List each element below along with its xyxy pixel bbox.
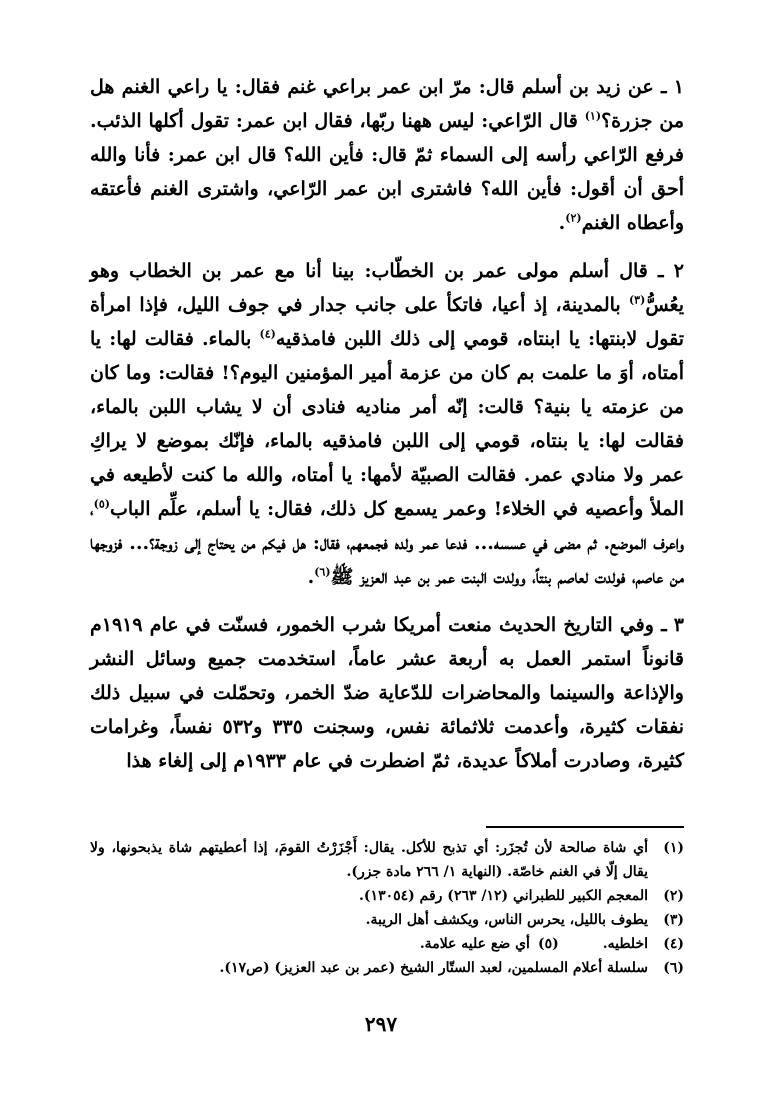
footnote-ref-2: (٢): [565, 211, 582, 225]
footnote-4-number: (٤): [663, 936, 684, 952]
footnote-ref-3: (٣): [628, 293, 646, 307]
paragraph-3: ٣ ـ وفي التاريخ الحديث منعت أمريكا شرب الخمور، فسنّت في عام ١٩١٩م قانوناً استمر العمل به أربعة عشر عاماً، استخدمت جميع وسائل النشر والإذاعة والسينما والمحاضرات للدّعاية ضدّ الخمر، وتحمّلت في سبيل ذلك نفقات كثيرة، وأعدمت ثلاثمائة نفس، وسجنت ٣٣٥ و٥٣٢ نفساً، وغرامات كثيرة، وصادرت أملاكاً عديدة، ثمّ اضطرت في عام ١٩٣٣م إلى إلغاء هذا: [90, 614, 684, 772]
footnote-6: [90, 956, 684, 980]
footnote-1-number: (١): [663, 840, 684, 856]
footnote-ref-1: (١): [584, 109, 602, 123]
paragraph-1-text-a: ١ ـ عن زيد بن أسلم قال: مرّ ابن عمر براعي غنم فقال: يا راعي الغنم هل من جزرة؟: [90, 76, 685, 132]
footnote-divider: [486, 826, 684, 828]
footnote-4-text: اخلطيه.: [602, 936, 648, 952]
footnote-2-text: المعجم الكبير للطبراني (١٢/ ٢٦٣) رقم (١٣٠٥٤).: [359, 888, 648, 904]
footnote-2: [90, 884, 684, 908]
footnote-6-text: سلسلة أعلام المسلمين، لعبد الستّار الشيخ (عمر بن عبد العزيز) (ص١٧).: [219, 960, 648, 976]
paragraph-1: [90, 70, 684, 240]
paragraph-1-text-c: .: [558, 212, 566, 234]
footnote-3: [90, 908, 684, 932]
footnote-ref-5: (٥): [93, 497, 110, 511]
footnotes: [90, 836, 684, 980]
footnote-1-text: أي شاة صالحة لأن تُجزَر: أي تذبح للأكل. يقال: أَجْزَرْتُ القومَ، إذا أعطيتهم شاة يذبحونها، ولا يقال إلّا في الغنم خاصّة. (النهاية ١/ ٢٦٦ مادة جزر).: [90, 840, 649, 880]
footnote-3-text: يطوف بالليل، يحرس الناس، ويكشف أهل الريبة.: [365, 912, 648, 928]
footnote-6-number: (٦): [663, 960, 684, 976]
paragraph-2: [90, 254, 684, 594]
paragraph-1-text-b: قال الرّاعي: ليس ههنا ربّها، فقال ابن عمر: تقول أكلها الذئب. فرفع الرّاعي رأسه إلى السماء ثمّ قال: فأين الله؟ قال ابن عمر: فأنا والله أحق أن أقول: فأين الله؟ فاشترى ابن عمر الرّاعي، واشترى الغنم فأعتقه وأعطاه الغنم: [90, 110, 684, 234]
page-number: ٢٩٧: [364, 1012, 398, 1036]
footnote-ref-4: (٤): [259, 327, 276, 341]
footnote-3-number: (٣): [663, 912, 684, 928]
paragraph-2-text-c: بالماء. فقالت لها: يا أمتاه، أوَ ما علمت بم كان من عزمة أمير المؤمنين اليوم؟! فقالت: وما كان من عزمته يا بنية؟ قالت: إنّه أمر مناديه فنادى أن لا يشاب اللبن بالماء، فقالت لها: يا بنتاه، قومي إلى اللبن فامذقيه بالماء، فإنّك بموضع لا يراكِ عمر ولا منادي عمر. فقالت الصبيّة لأمها: يا أمتاه، والله ما كنت لأطيعه في الملأ وأعصيه في الخلاء! وعمر يسمع كل ذلك، فقال: يا أسلم، علِّم الباب: [90, 328, 684, 520]
footnote-ref-6: (٦): [314, 565, 331, 579]
paragraph-2-text-b: بالمدينة، إذ أعيا، فاتكأ على جانب جدار في جوف الليل، فإذا امرأة تقول لابنتها: يا ابنتاه، قومي إلى ذلك اللبن فامذقيه: [90, 294, 684, 350]
footnote-1: [90, 836, 684, 884]
paragraph-2-text-e: .: [307, 566, 315, 588]
footnote-4-5: [90, 932, 684, 956]
footnote-2-number: (٢): [663, 888, 684, 904]
paragraph-2-text-a: ٢ ـ قال أسلم مولى عمر بن الخطّاب: بينا أنا مع عمر بن الخطاب وهو يعُسُّ: [90, 260, 684, 316]
paragraph-2-text-d: ، واعرف الموضع. ثم مضى في عسسه... فدعا عمر ولده فجمعهم، فقال: هل فيكم من يحتاج إلى زوجة؟... فزوجها من عاصم، فولدت لعاصم بنتاً، وولدت البنت عمر بن عبد العزيز ﷺ: [90, 498, 684, 588]
footnote-5-number: (٥): [537, 936, 559, 952]
main-text: [90, 70, 684, 778]
footnote-5-text: أي ضع عليه علامة.: [419, 936, 530, 952]
